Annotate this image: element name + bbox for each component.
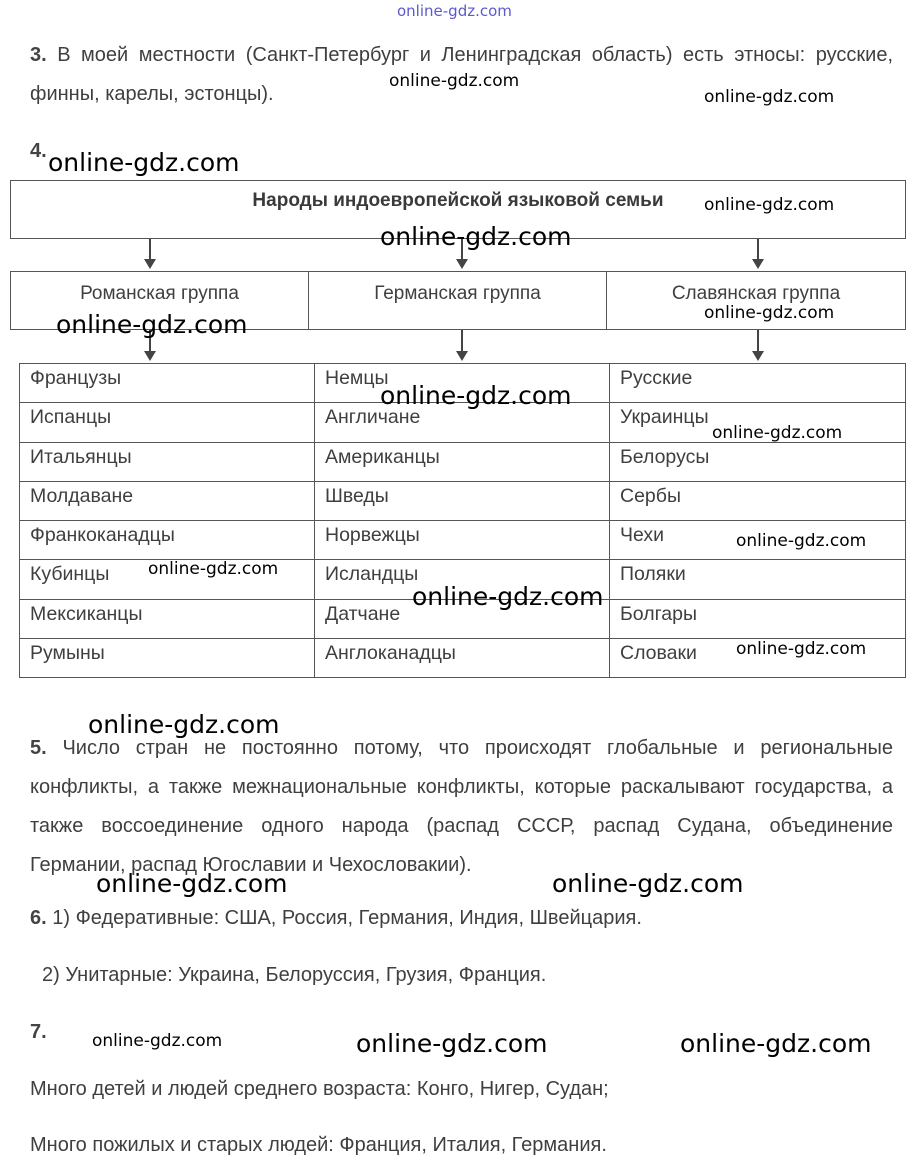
answer-7-number: 7. — [30, 1021, 47, 1043]
group-romance: Романская группа — [11, 272, 309, 329]
watermark: online-gdz.com — [389, 71, 520, 91]
arrow-head-root-romance — [144, 259, 156, 269]
arrow-root-slavic — [757, 239, 759, 260]
table-cell: Словаки — [610, 638, 906, 677]
table-row — [20, 403, 906, 442]
answer-7-line-2: Много пожилых и старых людей: Франция, Италия, Германия. — [30, 1134, 607, 1156]
table-cell: Кубинцы — [20, 560, 315, 599]
answer-3-number: 3. — [30, 44, 47, 66]
table-row — [20, 560, 906, 599]
arrow-romance-table — [149, 330, 151, 352]
table-cell: Мексиканцы — [20, 599, 315, 638]
answer-6-federal: 1) Федеративные: США, Россия, Германия, Индия, Швейцария. — [46, 907, 642, 929]
arrow-head-slavic-table — [752, 351, 764, 361]
watermark: online-gdz.com — [704, 303, 835, 323]
watermark: online-gdz.com — [736, 639, 867, 659]
arrow-root-germanic — [461, 239, 463, 260]
arrow-head-germanic-table — [456, 351, 468, 361]
table-cell: Испанцы — [20, 403, 315, 442]
arrow-germanic-table — [461, 330, 463, 352]
groups-row — [10, 271, 906, 330]
table-cell: Итальянцы — [20, 442, 315, 481]
answer-7 — [30, 1021, 47, 1044]
answer-3 — [30, 36, 893, 114]
table-cell: Датчане — [315, 599, 610, 638]
answer-5-text: Число стран не постоянно потому, что происходят глобальные и региональные конфликты, а также межнациональные конфликты, которые раскалывают государства, а также воссоединение одного народа (распад СССР, распад Судана, объединение Германии, распад Югославии и Чехословакии). — [30, 737, 893, 876]
watermark: online-gdz.com — [704, 87, 835, 107]
table-cell: Белорусы — [610, 442, 906, 481]
watermark: online-gdz.com — [92, 1031, 223, 1051]
watermark: online-gdz.com — [380, 381, 572, 410]
root-box — [10, 180, 906, 239]
table-cell: Румыны — [20, 638, 315, 677]
table-cell: Немцы — [315, 364, 610, 403]
watermark: online-gdz.com — [48, 148, 240, 177]
watermark: online-gdz.com — [88, 710, 280, 739]
table-row — [20, 521, 906, 560]
table-cell: Англоканадцы — [315, 638, 610, 677]
arrow-head-romance-table — [144, 351, 156, 361]
header-watermark: online-gdz.com — [397, 2, 512, 20]
arrow-slavic-table — [757, 330, 759, 352]
table-cell: Сербы — [610, 481, 906, 520]
watermark: online-gdz.com — [380, 222, 572, 251]
answer-6-number: 6. — [30, 907, 47, 929]
table-cell: Шведы — [315, 481, 610, 520]
table-cell: Норвежцы — [315, 521, 610, 560]
arrow-root-romance — [149, 239, 151, 260]
answer-7-line-1: Много детей и людей среднего возраста: Конго, Нигер, Судан; — [30, 1078, 609, 1100]
arrow-head-root-slavic — [752, 259, 764, 269]
watermark: online-gdz.com — [712, 423, 843, 443]
group-germanic: Германская группа — [309, 272, 607, 329]
table-cell: Болгары — [610, 599, 906, 638]
watermark: online-gdz.com — [148, 559, 279, 579]
watermark: online-gdz.com — [680, 1029, 872, 1058]
table-row — [20, 364, 906, 403]
watermark: online-gdz.com — [356, 1029, 548, 1058]
table-row — [20, 638, 906, 677]
root-title: Народы индоевропейской языковой семьи — [252, 190, 664, 211]
table-cell: Англичане — [315, 403, 610, 442]
table-cell: Франкоканадцы — [20, 521, 315, 560]
group-slavic: Славянская группа — [671, 283, 841, 304]
table-cell: Американцы — [315, 442, 610, 481]
table-cell: Украинцы — [610, 403, 906, 442]
table-cell: Русские — [610, 364, 906, 403]
answer-5 — [30, 729, 893, 885]
table-cell: Молдаване — [20, 481, 315, 520]
watermark: online-gdz.com — [736, 531, 867, 551]
table-cell: Исландцы — [315, 560, 610, 599]
arrow-head-root-germanic — [456, 259, 468, 269]
table-row — [20, 599, 906, 638]
answer-5-number: 5. — [30, 737, 47, 759]
table-cell: Французы — [20, 364, 315, 403]
table-row — [20, 481, 906, 520]
table-cell: Поляки — [610, 560, 906, 599]
table-cell: Чехи — [610, 521, 906, 560]
watermark: online-gdz.com — [96, 869, 288, 898]
watermark: online-gdz.com — [56, 310, 248, 339]
answer-3-text: В моей местности (Санкт-Петербург и Ленинградская область) есть этносы: русские, финны, карелы, эстонцы). — [30, 44, 893, 105]
answer-6-line-1 — [30, 907, 642, 930]
table-row — [20, 442, 906, 481]
watermark: online-gdz.com — [704, 195, 835, 215]
watermark: online-gdz.com — [552, 869, 744, 898]
answer-6-unitary: 2) Унитарные: Украина, Белоруссия, Грузия, Франция. — [42, 964, 547, 986]
peoples-table — [19, 363, 906, 678]
watermark: online-gdz.com — [412, 582, 604, 611]
answer-4-number: 4. — [30, 140, 47, 162]
answer-4 — [30, 140, 47, 163]
